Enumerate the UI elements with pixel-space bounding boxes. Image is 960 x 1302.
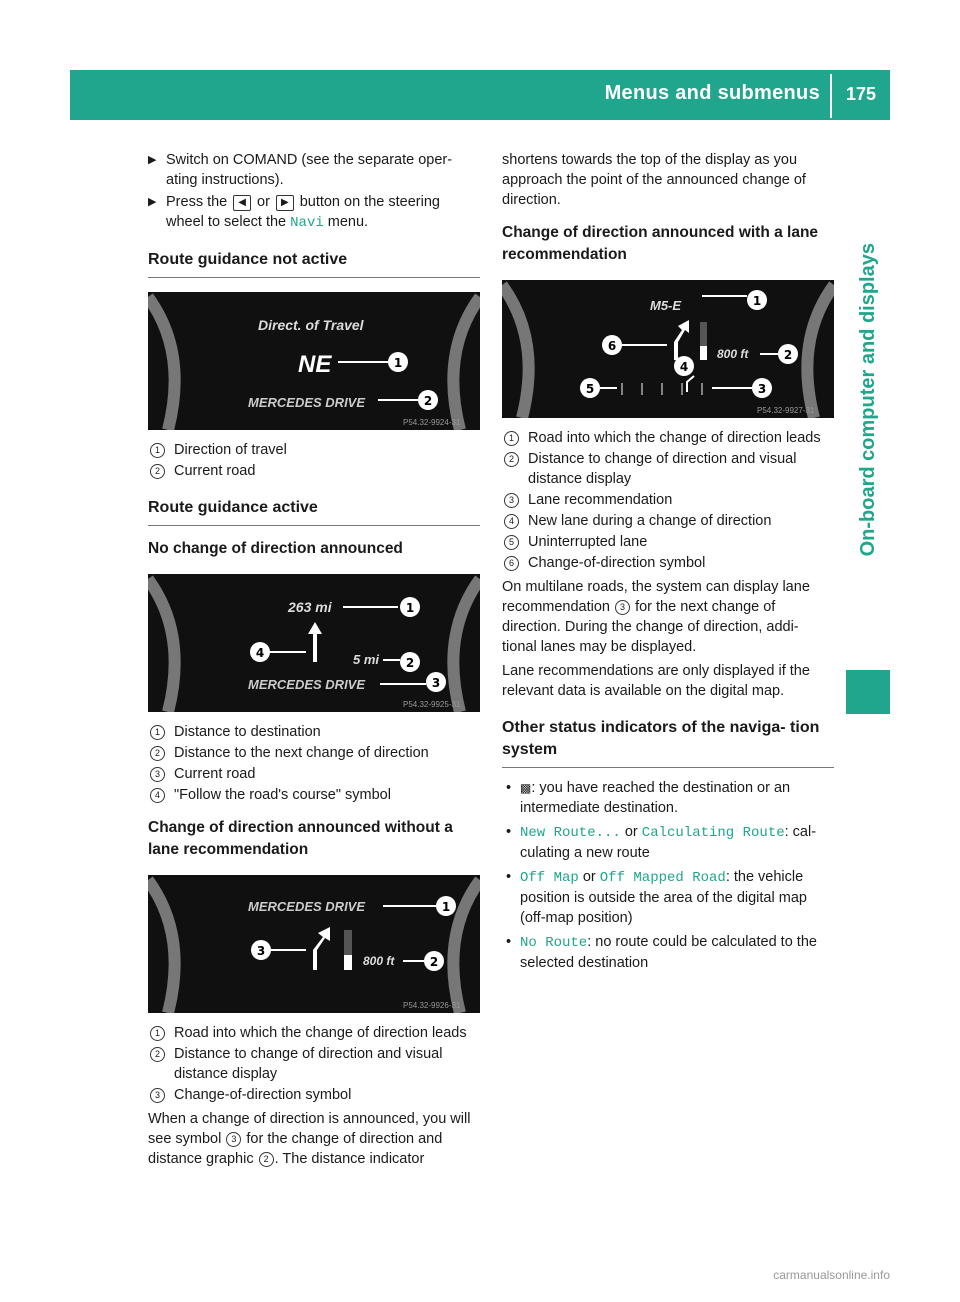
instrument-cluster-illustration — [148, 875, 480, 1013]
paragraph — [148, 1109, 480, 1169]
gauge-arc-left — [148, 579, 175, 712]
heading-without-lane: Change of direction announced without a lane recommendation — [148, 819, 453, 858]
paragraph-text: for the change of direction and distance graphic — [148, 1131, 443, 1167]
left-button-icon: ◀ — [233, 195, 251, 211]
step-text: button on the steering wheel to select the — [166, 194, 440, 230]
status-text: or — [624, 824, 638, 840]
status-item — [502, 822, 834, 863]
bullet-icon: • — [506, 869, 512, 885]
figure-code: P54.32-9924-31 — [403, 418, 461, 427]
turn-arrow-icon — [313, 927, 330, 970]
number-3-icon: 3 — [615, 600, 630, 615]
step-text: Switch on COMAND (see the separate oper- ating instructions). — [166, 152, 453, 188]
callout-number: 6 — [607, 339, 617, 353]
step-arrow-icon: ▶ — [148, 154, 157, 166]
legend-text: Distance to change of direction and visual distance display — [528, 451, 797, 487]
legend-text: Change-of-direction symbol — [528, 555, 706, 571]
legend-text: Uninterrupted lane — [528, 534, 648, 550]
right-column — [502, 150, 834, 977]
paragraph: Lane recommendations are only displayed if the relevant data is available on the digital map. — [502, 663, 810, 699]
destination-flag-icon: ▩ — [520, 781, 532, 795]
number-6-icon: 6 — [504, 556, 519, 571]
callout-number: 3 — [431, 676, 441, 690]
paragraph-text: On multilane roads, the system can display lane recommendation — [502, 579, 810, 615]
figure-route-not-active — [148, 292, 480, 430]
instrument-cluster-illustration — [148, 292, 480, 430]
legend-item — [148, 785, 480, 805]
paragraph — [502, 577, 834, 657]
number-2-icon: 2 — [259, 1152, 274, 1167]
display-distance: 800 ft — [717, 347, 749, 361]
display-distance-destination: 263 mi — [288, 599, 332, 615]
legend-item — [148, 461, 480, 481]
status-list — [502, 778, 834, 973]
gauge-arc-right — [453, 297, 480, 430]
number-2-icon: 2 — [150, 1047, 165, 1062]
status-message: New Route... — [520, 825, 621, 841]
number-3-icon: 3 — [504, 493, 519, 508]
legend-text: Road into which the change of direction leads — [174, 1025, 467, 1041]
legend-text: Current road — [174, 766, 256, 782]
chapter-tab-label-wrap — [846, 140, 890, 660]
display-distance-next: 5 mi — [353, 652, 380, 667]
legend-item — [502, 490, 834, 510]
bullet-icon: • — [506, 934, 512, 950]
distance-bar-fill — [344, 955, 352, 970]
number-1-icon: 1 — [150, 1026, 165, 1041]
figure-no-change — [148, 574, 480, 712]
legend-text: Distance to destination — [174, 724, 321, 740]
paragraph-text: When a change of direction is announced, you will see symbol — [148, 1111, 471, 1147]
legend-list — [148, 722, 480, 805]
legend-text: Current road — [174, 463, 256, 479]
legend-text: New lane during a change of direction — [528, 513, 772, 529]
callout-number: 1 — [752, 294, 762, 308]
status-item — [502, 932, 834, 973]
status-message: Off Mapped Road — [599, 870, 726, 886]
right-button-icon: ▶ — [276, 195, 294, 211]
legend-text: Change-of-direction symbol — [174, 1087, 352, 1103]
status-text: : the vehicle position is outside the area of the digital map (off-map position) — [520, 869, 807, 926]
legend-text: Direction of travel — [174, 442, 287, 458]
display-direction-value: NE — [298, 351, 332, 378]
bullet-icon: • — [506, 780, 512, 796]
step-text: Press the — [166, 194, 228, 210]
bullet-icon: • — [506, 824, 512, 840]
gauge-arc-left — [502, 285, 529, 418]
page-header — [70, 70, 890, 120]
callout-number: 1 — [405, 601, 415, 615]
straight-arrow-icon — [308, 622, 322, 662]
number-1-icon: 1 — [504, 431, 519, 446]
heading-route-active: Route guidance active — [148, 497, 480, 526]
legend-text: "Follow the road's course" symbol — [174, 787, 391, 803]
chapter-tab-label: On-board computer and displays — [856, 243, 879, 557]
step-text: or — [257, 194, 270, 210]
distance-bar-fill — [700, 346, 707, 360]
legend-item — [148, 764, 480, 784]
legend-item — [502, 511, 834, 531]
legend-item — [502, 449, 834, 489]
instrument-cluster-illustration — [148, 574, 480, 712]
lane-turn-icon — [687, 376, 694, 392]
page-number: 175 — [845, 84, 876, 104]
legend-text: Distance to the next change of direction — [174, 745, 429, 761]
paragraph-text: . The distance indicator — [274, 1151, 425, 1167]
instruction-step — [148, 150, 480, 190]
left-column — [148, 150, 480, 1173]
number-5-icon: 5 — [504, 535, 519, 550]
legend-item — [148, 1044, 480, 1084]
display-road-name: MERCEDES DRIVE — [248, 395, 366, 410]
display-distance: 800 ft — [363, 954, 395, 968]
callout-number: 2 — [423, 394, 433, 408]
gauge-arc-left — [148, 297, 175, 430]
gauge-arc-right — [453, 880, 480, 1013]
status-message: No Route — [520, 935, 588, 951]
callout-number: 3 — [757, 382, 767, 396]
gauge-arc-right — [807, 285, 834, 418]
chapter-tab — [846, 140, 890, 1270]
footer-watermark: carmanualsonline.info — [773, 1268, 890, 1282]
number-1-icon: 1 — [150, 443, 165, 458]
step-arrow-icon: ▶ — [148, 196, 157, 208]
number-2-icon: 2 — [504, 452, 519, 467]
status-text: or — [582, 869, 596, 885]
turn-arrow-icon — [674, 320, 689, 360]
callout-number: 2 — [783, 348, 793, 362]
legend-item — [148, 1023, 480, 1043]
legend-item — [502, 428, 834, 448]
number-2-icon: 2 — [150, 746, 165, 761]
status-text: : you have reached the destination or an intermediate destination. — [520, 780, 791, 816]
number-2-icon: 2 — [150, 464, 165, 479]
legend-list — [148, 440, 480, 481]
number-3-icon: 3 — [226, 1132, 241, 1147]
legend-item — [148, 743, 480, 763]
legend-list — [502, 428, 834, 573]
legend-text: Lane recommendation — [528, 492, 673, 508]
heading-route-not-active: Route guidance not active — [148, 249, 480, 278]
legend-list — [148, 1023, 480, 1105]
callout-number: 3 — [256, 944, 266, 958]
chapter-tab-block — [846, 670, 890, 714]
figure-without-lane — [148, 875, 480, 1013]
header-divider — [830, 74, 832, 118]
legend-text: Distance to change of direction and visual distance display — [174, 1046, 443, 1082]
gauge-arc-left — [148, 880, 175, 1013]
status-text: : no route could be calculated to the selected destination — [520, 934, 817, 971]
status-text: : cal- culating a new route — [520, 824, 817, 861]
display-direction-label: Direct. of Travel — [258, 317, 364, 333]
callout-number: 2 — [429, 955, 439, 969]
heading-no-change: No change of direction announced — [148, 540, 403, 557]
display-road-name: M5-E — [650, 298, 682, 313]
menu-name: Navi — [290, 215, 324, 231]
number-3-icon: 3 — [150, 1088, 165, 1103]
status-message: Off Map — [520, 870, 579, 886]
display-road-name: MERCEDES DRIVE — [248, 899, 366, 914]
figure-code: P54.32-9926-31 — [403, 1001, 461, 1010]
legend-item — [148, 1085, 480, 1105]
status-item — [502, 867, 834, 928]
legend-item — [502, 532, 834, 552]
callout-number: 5 — [585, 382, 595, 396]
legend-item — [148, 722, 480, 742]
paragraph-text: for the next change of direction. During the change of direction, addi- tional lanes may be displayed. — [502, 599, 799, 655]
lane-markers — [622, 383, 702, 395]
number-4-icon: 4 — [150, 788, 165, 803]
callout-number: 2 — [405, 656, 415, 670]
callout-number: 4 — [255, 646, 265, 660]
number-4-icon: 4 — [504, 514, 519, 529]
step-text: menu. — [327, 214, 369, 230]
legend-item — [502, 553, 834, 573]
heading-with-lane: Change of direction announced with a lane recommendation — [502, 224, 819, 263]
number-3-icon: 3 — [150, 767, 165, 782]
legend-item — [148, 440, 480, 460]
paragraph: shortens towards the top of the display as you approach the point of the announced change of direction. — [502, 152, 806, 208]
gauge-arc-right — [453, 579, 480, 712]
callout-number: 1 — [393, 356, 403, 370]
number-1-icon: 1 — [150, 725, 165, 740]
figure-with-lane — [502, 280, 834, 418]
figure-code: P54.32-9927-31 — [757, 406, 815, 415]
status-item — [502, 778, 834, 818]
callout-number: 1 — [441, 900, 451, 914]
figure-code: P54.32-9925-31 — [403, 700, 461, 709]
heading-other-status: Other status indicators of the naviga- tion system — [502, 717, 834, 768]
callout-number: 4 — [679, 360, 689, 374]
instrument-cluster-illustration — [502, 280, 834, 418]
display-road-name: MERCEDES DRIVE — [248, 677, 366, 692]
legend-text: Road into which the change of direction leads — [528, 430, 821, 446]
section-title: Menus and submenus — [604, 82, 820, 104]
instruction-step — [148, 192, 480, 233]
status-message: Calculating Route — [641, 825, 785, 841]
